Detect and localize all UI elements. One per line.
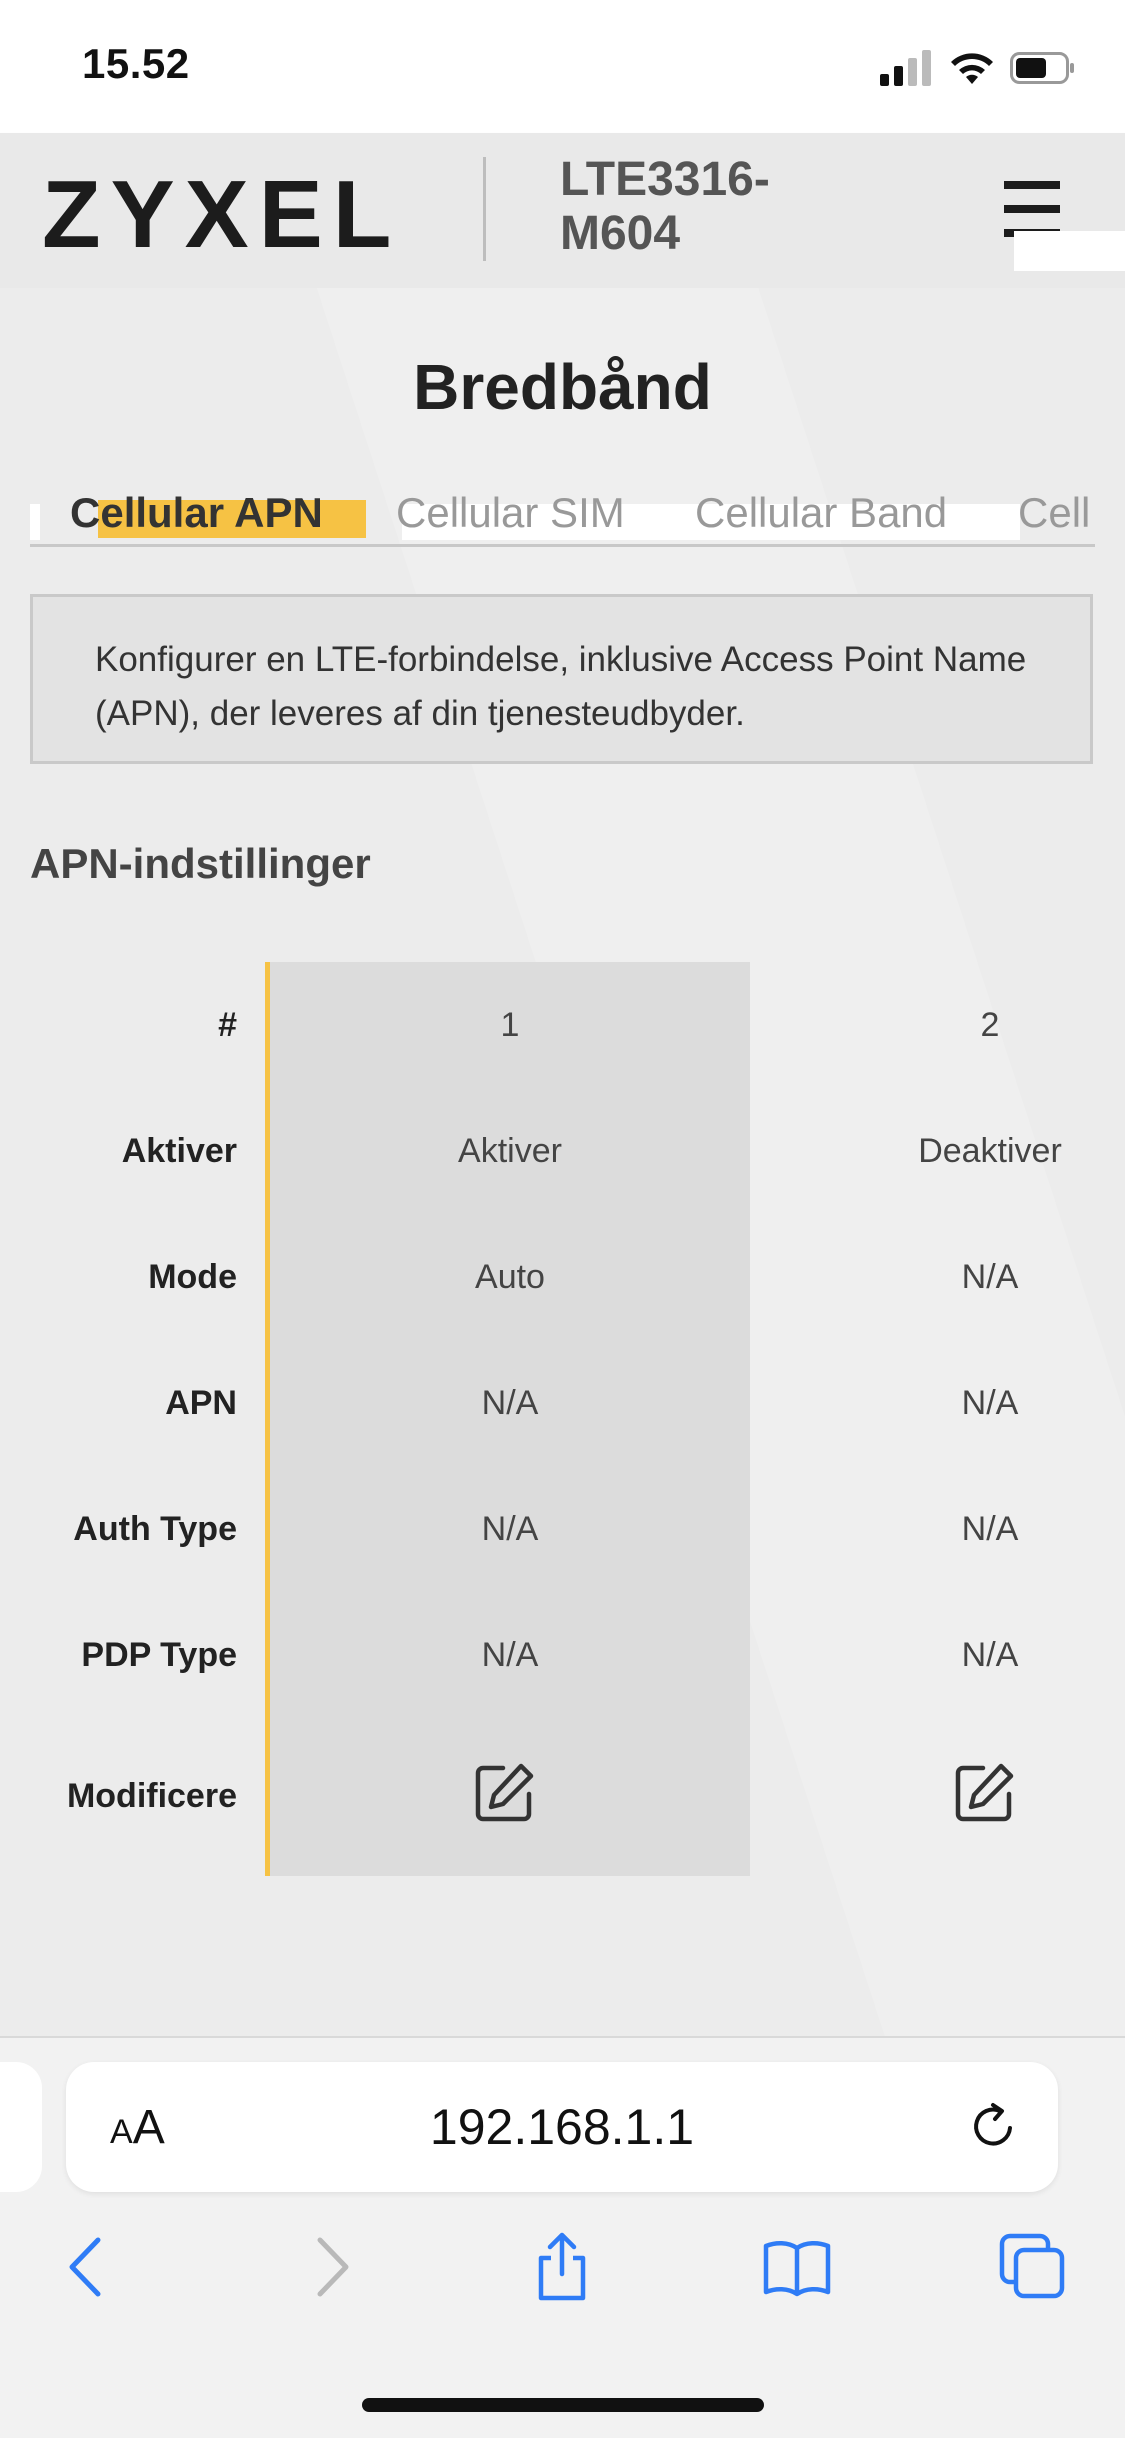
section-title: APN-indstillinger bbox=[30, 840, 371, 887]
cell-1-pdp-type: N/A bbox=[481, 1636, 539, 1674]
page-title: Bredbånd bbox=[413, 351, 712, 423]
app-header bbox=[0, 133, 1125, 288]
cell-1-mode: Auto bbox=[475, 1258, 545, 1296]
tab-bar bbox=[30, 480, 1095, 544]
header-divider bbox=[483, 157, 486, 261]
bookmarks-icon[interactable] bbox=[762, 2232, 832, 2302]
forward-icon[interactable] bbox=[296, 2232, 366, 2302]
tab-cellular-band[interactable]: Cellular Band bbox=[695, 489, 948, 536]
url-text[interactable]: 192.168.1.1 bbox=[429, 2099, 695, 2155]
tab-underline bbox=[30, 544, 1095, 547]
battery-icon bbox=[1010, 52, 1076, 84]
tab-cell[interactable]: Cell bbox=[1018, 489, 1091, 536]
cell-2-mode: N/A bbox=[961, 1258, 1019, 1296]
cell-2-activate: Deaktiver bbox=[918, 1132, 1062, 1170]
info-text: Konfigurer en LTE-forbindelse, inklusive Access Point Name (APN), der leveres af din tjenesteudbyder. bbox=[95, 640, 1027, 733]
home-indicator bbox=[362, 2398, 764, 2412]
apn-table bbox=[0, 962, 1125, 1876]
cell-2-apn: N/A bbox=[961, 1384, 1019, 1422]
cell-1-apn: N/A bbox=[481, 1384, 539, 1422]
tab-cellular-sim[interactable]: Cellular SIM bbox=[396, 489, 625, 536]
tabs-icon[interactable] bbox=[998, 2232, 1068, 2302]
row-label-mode: Mode bbox=[148, 1258, 237, 1296]
row-label-apn: APN bbox=[165, 1384, 237, 1422]
row-label-auth-type: Auth Type bbox=[73, 1510, 237, 1548]
share-icon[interactable] bbox=[527, 2232, 597, 2302]
row-label-number: # bbox=[218, 1006, 237, 1044]
address-bar[interactable] bbox=[66, 2062, 1058, 2192]
back-icon[interactable] bbox=[52, 2232, 122, 2302]
device-model: LTE3316-M604 bbox=[560, 153, 770, 260]
edit-icon[interactable] bbox=[473, 1762, 535, 1824]
info-box bbox=[30, 594, 1093, 764]
wifi-icon bbox=[948, 48, 996, 86]
cell-2-auth-type: N/A bbox=[961, 1510, 1019, 1548]
row-label-activate: Aktiver bbox=[121, 1132, 237, 1170]
row-label-pdp-type: PDP Type bbox=[81, 1636, 237, 1674]
cellular-signal-icon bbox=[880, 50, 934, 86]
header-overlay bbox=[1014, 231, 1125, 271]
reader-text-size-button[interactable]: AA bbox=[110, 2101, 165, 2154]
tab-mask bbox=[30, 504, 40, 540]
tab-cellular-apn[interactable]: Cellular APN bbox=[70, 489, 323, 536]
cell-1-activate: Aktiver bbox=[458, 1132, 562, 1170]
reload-icon[interactable] bbox=[966, 2098, 1022, 2154]
previous-tab-peek[interactable] bbox=[0, 2062, 42, 2192]
row-label-modify: Modificere bbox=[66, 1777, 237, 1815]
cell-2-number: 2 bbox=[980, 1006, 1000, 1044]
status-bar bbox=[0, 0, 1125, 133]
column-accent-line bbox=[265, 962, 270, 1876]
edit-icon[interactable] bbox=[953, 1762, 1015, 1824]
status-time: 15.52 bbox=[82, 40, 190, 87]
cell-1-auth-type: N/A bbox=[481, 1510, 539, 1548]
cell-2-pdp-type: N/A bbox=[961, 1636, 1019, 1674]
cell-1-number: 1 bbox=[500, 1006, 520, 1044]
zyxel-logo: ZYXEL bbox=[42, 161, 402, 268]
